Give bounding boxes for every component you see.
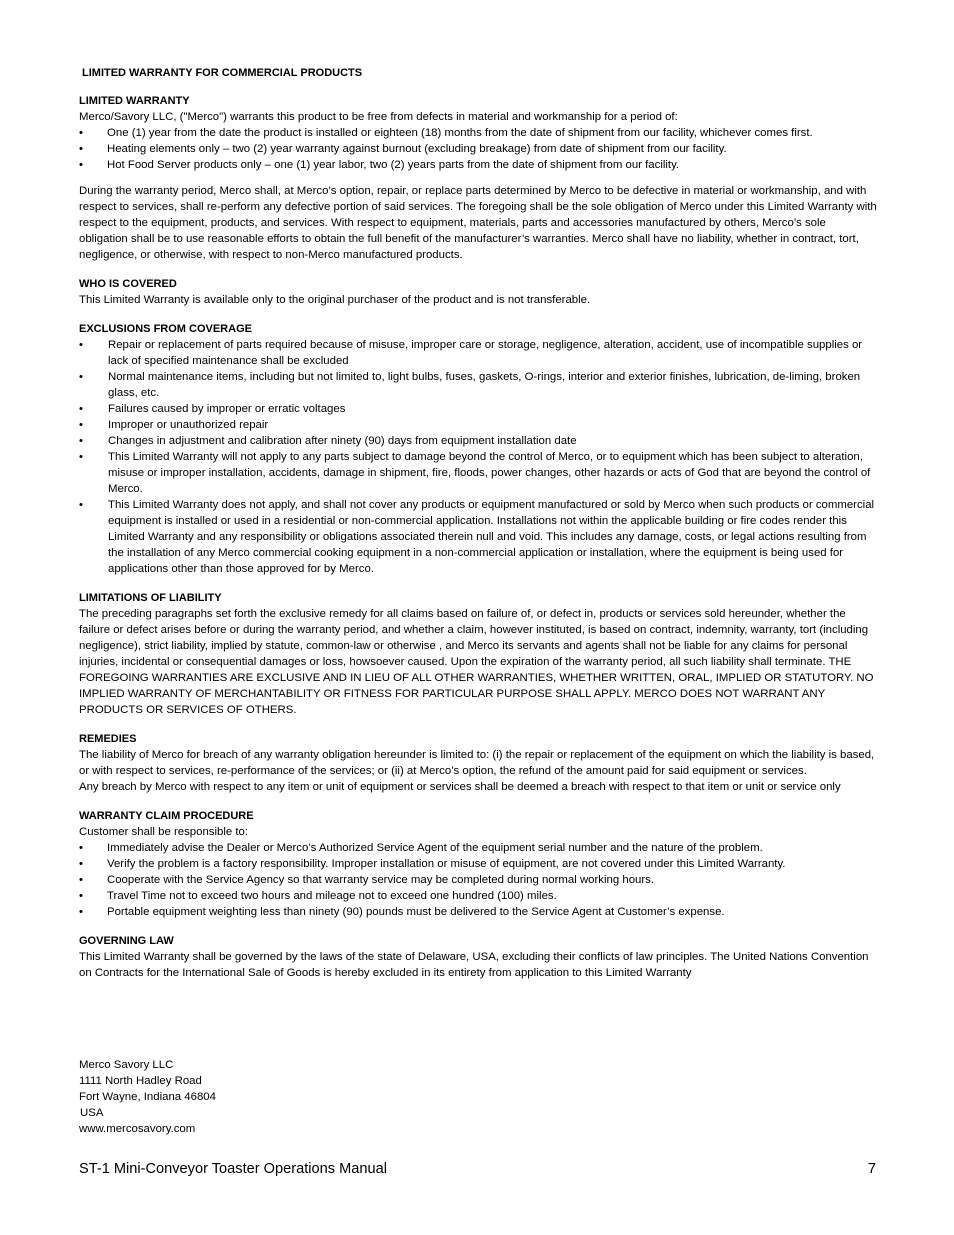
bullet-icon: •: [79, 371, 83, 383]
section-governing-law: [79, 933, 877, 981]
section-paragraph: This Limited Warranty is available only to the original purchaser of the product and is not transferable.: [79, 294, 591, 306]
section-exclusions: [79, 321, 877, 577]
bullet-icon: •: [79, 451, 83, 463]
list-item: • Heating elements only – two (2) year warranty against burnout (excluding breakage) from date of shipment from our facility.: [79, 143, 727, 155]
list-item: • Immediately advise the Dealer or Merco’s Authorized Service Agent of the equipment serial number and the nature of the problem.: [79, 842, 763, 854]
bullet-icon: •: [79, 858, 83, 870]
bullet-icon: •: [79, 127, 83, 139]
bullet-icon: •: [79, 499, 83, 511]
section-remedies: [79, 731, 877, 795]
bullet-icon: •: [79, 403, 83, 415]
website-link[interactable]: www.mercosavory.com: [79, 1123, 196, 1135]
bullet-icon: •: [79, 874, 83, 886]
list-item: • This Limited Warranty will not apply to any parts subject to damage beyond the control of Merco, or to equipment which has been subject to alteration, misuse or improper installation, accidents, damage in shipment, fire, floods, power changes, other hazards or acts of God that are beyond the control of Merco.: [79, 451, 871, 495]
bullet-icon: •: [79, 339, 83, 351]
country: USA: [80, 1107, 104, 1119]
document-title: LIMITED WARRANTY FOR COMMERCIAL PRODUCTS: [82, 67, 363, 79]
list-item: • This Limited Warranty does not apply, and shall not cover any products or equipment manufactured or sold by Merco when such products or commercial equipment is installed or used in a residential or non-commercial application. Installations not within the applicable building or fire codes render this Limited Warranty and any responsibility or obligations associated therein null and void. This includes any damage, costs, or legal actions resulting from the installation of any Merco commercial cooking equipment in a non-commercial application or installation, where the equipment is being used for applications other than those approved for by Merco.: [79, 499, 875, 575]
list-item: • Repair or replacement of parts required because of misuse, improper care or storage, negligence, alteration, accident, use of incompatible supplies or lack of specified maintenance shall be excluded: [79, 339, 863, 367]
bullet-icon: •: [79, 906, 83, 918]
section-limited-warranty: [79, 93, 877, 263]
list-item: • Hot Food Server products only – one (1) year labor, two (2) years parts from the date of shipment from our facility.: [79, 159, 680, 171]
list-item: • Portable equipment weighting less than ninety (90) pounds must be delivered to the Service Agent at Customer’s expense.: [79, 906, 725, 918]
section-heading: EXCLUSIONS FROM COVERAGE: [79, 323, 252, 335]
bullet-icon: •: [79, 890, 83, 902]
section-warranty-claim-procedure: [79, 808, 877, 920]
section-paragraph: This Limited Warranty shall be governed by the laws of the state of Delaware, USA, excluding their conflicts of law principles. The United Nations Convention on Contracts for the International Sale of Goods is hereby excluded in its entirety from application to this Limited Warranty: [79, 951, 869, 979]
bullet-icon: •: [79, 159, 83, 171]
bullet-icon: •: [79, 419, 83, 431]
company-name: Merco Savory LLC: [79, 1059, 174, 1071]
list-item: • Failures caused by improper or erratic voltages: [79, 403, 346, 415]
list-item: • Verify the problem is a factory responsibility. Improper installation or misuse of equipment, are not covered under this Limited Warranty.: [79, 858, 786, 870]
bullet-list: [79, 337, 877, 577]
list-item: • One (1) year from the date the product is installed or eighteen (18) months from the date of shipment from our facility, whichever comes first.: [79, 127, 813, 139]
section-paragraph: Any breach by Merco with respect to any item or unit of equipment or services shall be deemed a breach with respect to that item or unit or service only: [79, 781, 841, 793]
list-item: • Changes in adjustment and calibration after ninety (90) days from equipment installation date: [79, 435, 577, 447]
section-paragraph: The preceding paragraphs set forth the exclusive remedy for all claims based on failure of, or defect in, products or services sold hereunder, whether the failure or defect arises before or during the warranty period, and whether a claim, however instituted, is based on contract, indemnity, warranty, tort (including negligence), strict liability, implied by statute, common-law or otherwise , and Merco its servants and agents shall not be liable for any claims for personal injuries, incidental or consequential damages or loss, howsoever caused. Upon the expiration of the warranty period, all such liability shall terminate. THE FOREGOING WARRANTIES ARE EXCLUSIVE AND IN LIEU OF ALL OTHER WARRANTIES, WHETHER WRITTEN, ORAL, IMPLIED OR STATUTORY. NO IMPLIED WARRANTY OF MERCHANTABILITY OR FITNESS FOR PARTICULAR PURPOSE SHALL APPLY. MERCO DOES NOT WARRANT ANY PRODUCTS OR SERVICES OF OTHERS.: [79, 608, 874, 716]
bullet-icon: •: [79, 435, 83, 447]
section-heading: GOVERNING LAW: [79, 935, 174, 947]
list-item: • Improper or unauthorized repair: [79, 419, 269, 431]
document-body: [79, 65, 877, 981]
bullet-list: [79, 125, 877, 173]
section-heading: LIMITATIONS OF LIABILITY: [79, 592, 222, 604]
section-heading: WHO IS COVERED: [79, 278, 177, 290]
list-item: • Normal maintenance items, including but not limited to, light bulbs, fuses, gaskets, O-rings, interior and exterior finishes, lubrication, de-liming, broken glass, etc.: [79, 371, 861, 399]
page-number: 7: [867, 1161, 876, 1177]
section-limitations-of-liability: [79, 590, 877, 718]
city-state-zip: Fort Wayne, Indiana 46804: [79, 1091, 216, 1103]
bullet-list: [79, 840, 877, 920]
company-address: [79, 1057, 216, 1137]
street-address: 1111 North Hadley Road: [79, 1075, 202, 1087]
bullet-icon: •: [79, 143, 83, 155]
section-intro: Customer shall be responsible to:: [79, 826, 249, 838]
section-heading: LIMITED WARRANTY: [79, 95, 190, 107]
section-heading: WARRANTY CLAIM PROCEDURE: [79, 810, 254, 822]
list-item: • Travel Time not to exceed two hours and mileage not to exceed one hundred (100) miles.: [79, 890, 557, 902]
bullet-icon: •: [79, 842, 83, 854]
list-item: • Cooperate with the Service Agency so that warranty service may be completed during normal working hours.: [79, 874, 655, 886]
section-heading: REMEDIES: [79, 733, 137, 745]
section-paragraph: The liability of Merco for breach of any warranty obligation hereunder is limited to: (i) the repair or replacement of the equipment on which the liability is based, or with respect to services, re-performance of the services; or (ii) at Merco’s option, the refund of the amount paid for said equipment or services.: [79, 749, 875, 777]
section-paragraph: During the warranty period, Merco shall, at Merco’s option, repair, or replace parts determined by Merco to be defective in material or workmanship, and with respect to services, shall re-perform any defective portion of said services. The foregoing shall be the sole obligation of Merco under this Limited Warranty with respect to the equipment, products, and services. With respect to equipment, materials, parts and accessories manufactured by others, Merco’s sole obligation shall be to use reasonable efforts to obtain the full benefit of the manufacturer’s warranties. Merco shall have no liability, whether in contract, tort, negligence, or otherwise, with respect to non-Merco manufactured products.: [79, 185, 877, 261]
manual-title: ST-1 Mini-Conveyor Toaster Operations Manual: [79, 1161, 387, 1177]
section-who-is-covered: [79, 276, 877, 308]
section-intro: Merco/Savory LLC, ("Merco") warrants this product to be free from defects in material and workmanship for a period of:: [79, 111, 678, 123]
